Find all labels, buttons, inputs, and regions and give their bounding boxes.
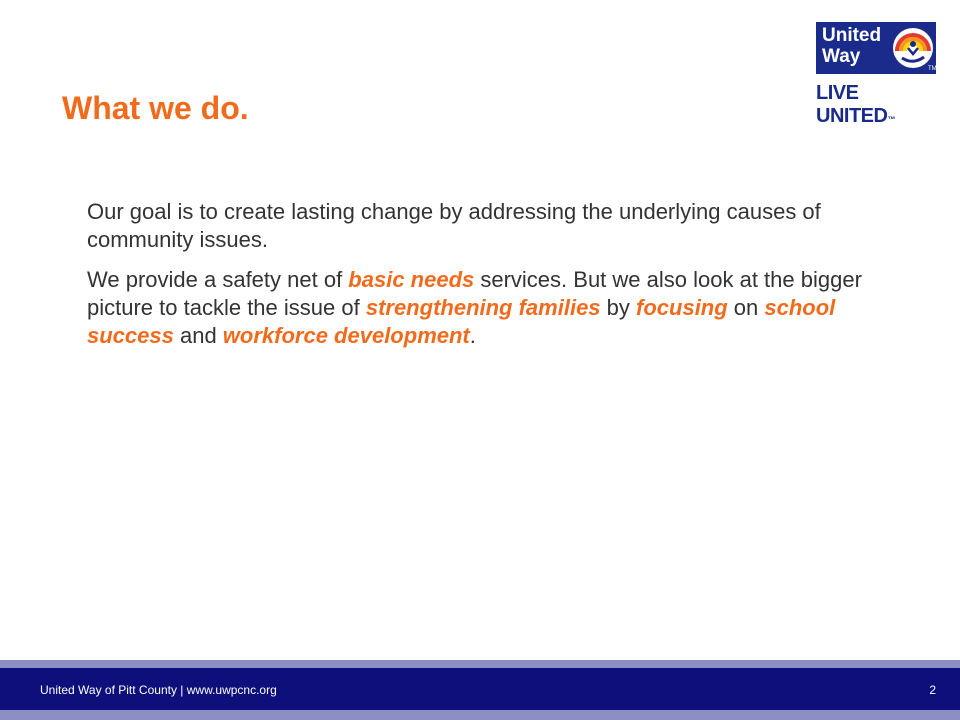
footer-band-top — [0, 660, 960, 668]
logo-box — [816, 22, 936, 74]
united-way-hand-rainbow-icon — [892, 27, 934, 69]
text-segment: services. But we also look at the bigger picture to tackle the issue of — [87, 267, 862, 320]
text-segment: We provide a safety net of — [87, 267, 349, 292]
united-way-logo — [816, 22, 942, 127]
slide-title: What we do. — [62, 90, 249, 126]
text-segment: . — [469, 323, 476, 348]
logo-tagline-text: LIVE UNITED — [816, 82, 888, 127]
highlight-workforce-development: workforce development — [222, 323, 470, 348]
text-segment: on — [727, 295, 765, 320]
highlight-school-success: school success — [87, 295, 836, 348]
logo-tagline — [816, 82, 942, 128]
paragraph-goal: Our goal is to create lasting change by addressing the underlying causes of community issues. — [87, 199, 821, 252]
highlight-basic-needs: basic needs — [348, 267, 475, 292]
footer-bar — [0, 668, 960, 710]
text-segment: and — [173, 323, 223, 348]
logo-line2: Way — [822, 46, 861, 67]
page-number: 2 — [929, 683, 936, 697]
text-segment: by — [600, 295, 637, 320]
footer-band-bottom — [0, 710, 960, 720]
logo-trademark: TM — [928, 66, 937, 72]
highlight-strengthening-families: strengthening families — [365, 295, 601, 320]
slide-body — [87, 198, 887, 362]
footer-text: United Way of Pitt County | www.uwpcnc.org — [40, 683, 277, 697]
logo-tagline-tm: ™ — [887, 115, 895, 124]
paragraph-services — [87, 266, 887, 350]
logo-line1: United — [822, 25, 882, 46]
highlight-focusing: focusing — [636, 295, 728, 320]
